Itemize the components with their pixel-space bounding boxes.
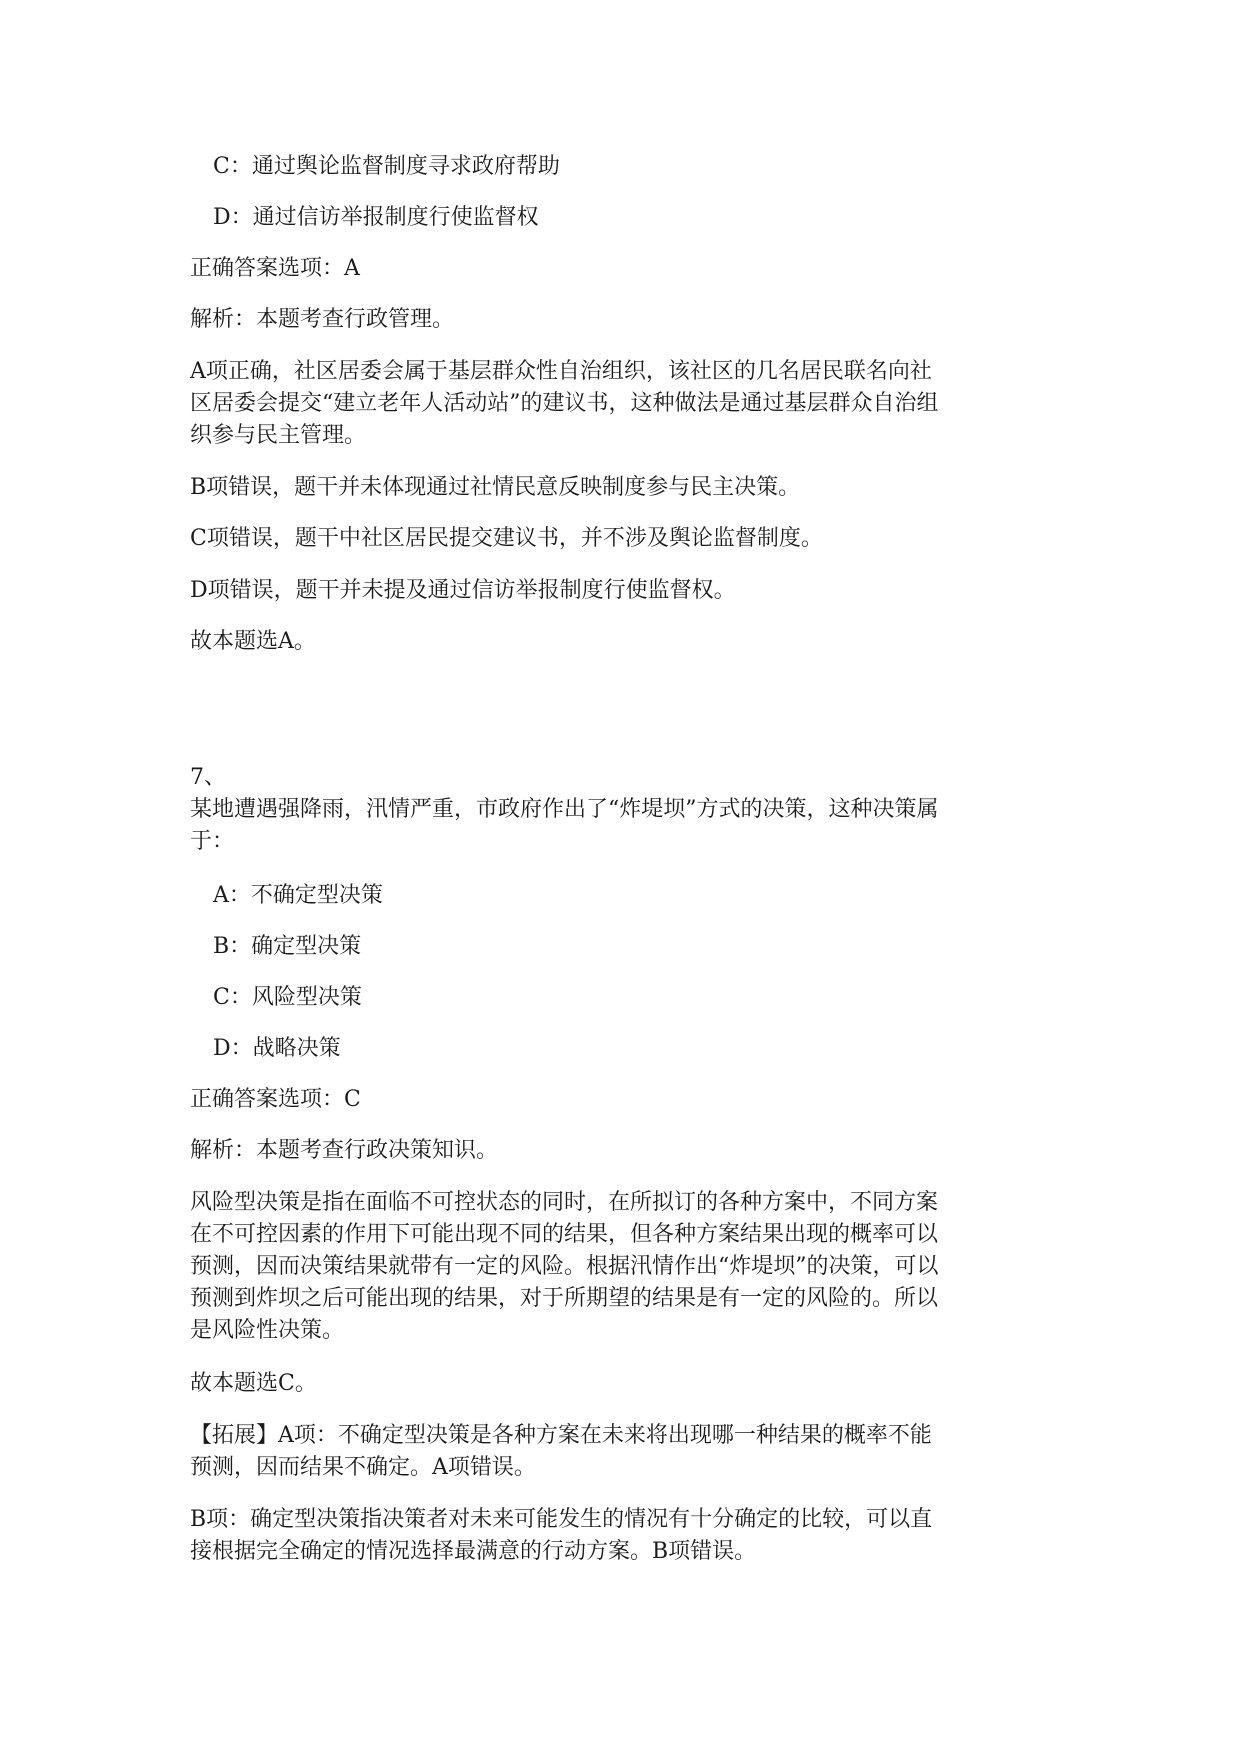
q7-stem-line: 某地遭遇强降雨，汛情严重，市政府作出了“炸堤坝”方式的决策，这种决策属 — [190, 797, 939, 822]
q7-answer: 正确答案选项：C — [190, 1087, 361, 1112]
q6-option-c: C：通过舆论监督制度寻求政府帮助 — [213, 154, 560, 179]
q6-analysis-intro: 解析：本题考查行政管理。 — [190, 307, 455, 332]
q7-option-a: A：不确定型决策 — [213, 883, 383, 908]
q7-analysis-line: 风险型决策是指在面临不可控状态的同时，在所拟订的各种方案中，不同方案 — [190, 1190, 939, 1215]
q7-extension-b — [190, 1504, 1040, 1568]
q7-stem — [190, 794, 1040, 858]
q7-analysis-line: 是风险性决策。 — [190, 1318, 345, 1343]
q7-conclusion: 故本题选C。 — [190, 1371, 317, 1396]
q7-extension-a-line: 【拓展】A项：不确定型决策是各种方案在未来将出现哪一种结果的概率不能 — [190, 1423, 932, 1448]
q7-option-b: B：确定型决策 — [213, 934, 362, 959]
q7-stem-line: 于： — [190, 829, 235, 854]
q7-option-c: C：风险型决策 — [213, 985, 362, 1010]
q6-analysis-c: C项错误，题干中社区居民提交建议书，并不涉及舆论监督制度。 — [190, 526, 823, 551]
q6-analysis-a-line: A项正确，社区居委会属于基层群众性自治组织，该社区的几名居民联名向社 — [190, 359, 932, 384]
q7-analysis-line: 预测到炸坝之后可能出现的结果，对于所期望的结果是有一定的风险的。所以 — [190, 1286, 939, 1311]
q7-extension-a-line: 预测，因而结果不确定。A项错误。 — [190, 1455, 536, 1480]
q6-analysis-a-line: 织参与民主管理。 — [190, 423, 367, 448]
q7-analysis-intro: 解析：本题考查行政决策知识。 — [190, 1138, 499, 1163]
q7-analysis-line: 在不可控因素的作用下可能出现不同的结果，但各种方案结果出现的概率可以 — [190, 1222, 939, 1247]
q6-option-d: D：通过信访举报制度行使监督权 — [213, 205, 539, 230]
q6-analysis-a-line: 区居委会提交“建立老年人活动站”的建议书，这种做法是通过基层群众自治组 — [190, 391, 939, 416]
q6-analysis-d: D项错误，题干并未提及通过信访举报制度行使监督权。 — [190, 578, 736, 603]
q7-extension-b-line: B项：确定型决策指决策者对未来可能发生的情况有十分确定的比较，可以直 — [190, 1507, 933, 1532]
q6-analysis-a — [190, 356, 1040, 452]
q7-option-d: D：战略决策 — [213, 1036, 341, 1061]
q7-extension-b-line: 接根据完全确定的情况选择最满意的行动方案。B项错误。 — [190, 1539, 757, 1564]
q7-number: 7、 — [190, 765, 226, 790]
q6-conclusion: 故本题选A。 — [190, 629, 316, 654]
q7-analysis-line: 预测，因而决策结果就带有一定的风险。根据汛情作出“炸堤坝”的决策，可以 — [190, 1254, 939, 1279]
q6-analysis-b: B项错误，题干并未体现通过社情民意反映制度参与民主决策。 — [190, 475, 801, 500]
q7-extension-a — [190, 1420, 1040, 1484]
q7-analysis-main — [190, 1187, 1040, 1347]
q6-answer: 正确答案选项：A — [190, 256, 360, 281]
